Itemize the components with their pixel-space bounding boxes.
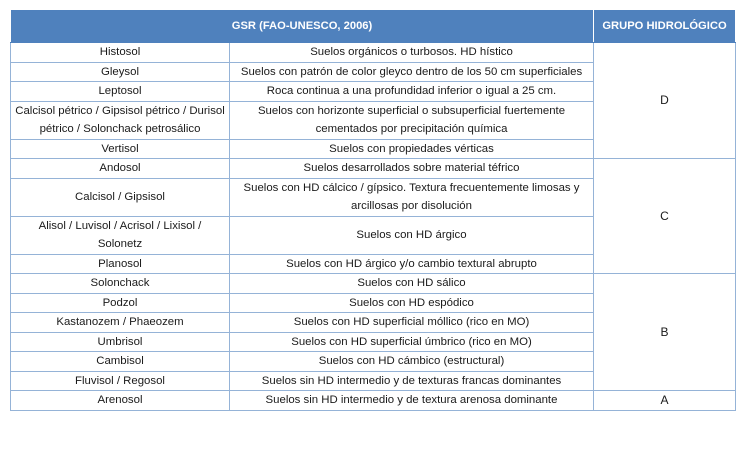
soil-name: Alisol / Luvisol / Acrisol / Lixisol / Solonetz: [11, 216, 230, 254]
soil-description: Suelos con HD superficial móllico (rico en MO): [230, 313, 594, 333]
soil-name: Arenosol: [11, 391, 230, 411]
soil-name: Calcisol / Gipsisol: [11, 178, 230, 216]
table-row: [11, 391, 736, 411]
soil-name: Kastanozem / Phaeozem: [11, 313, 230, 333]
soil-description: Suelos con HD árgico: [230, 216, 594, 254]
soil-description: Suelos con HD espódico: [230, 293, 594, 313]
soil-name: Leptosol: [11, 82, 230, 102]
soil-name: Calcisol pétrico / Gipsisol pétrico / Durisol pétrico / Solonchack petrosálico: [11, 101, 230, 139]
group-a: A: [594, 391, 736, 411]
soil-name: Podzol: [11, 293, 230, 313]
soil-name: Histosol: [11, 43, 230, 63]
soil-description: Suelos con HD sálico: [230, 274, 594, 294]
soil-hydrologic-group-table: [10, 9, 736, 411]
soil-name: Solonchack: [11, 274, 230, 294]
soil-name: Vertisol: [11, 139, 230, 159]
soil-description: Suelos con HD superficial úmbrico (rico en MO): [230, 332, 594, 352]
soil-name: Cambisol: [11, 352, 230, 372]
soil-name: Andosol: [11, 159, 230, 179]
group-c: C: [594, 159, 736, 274]
soil-description: Suelos con HD árgico y/o cambio textural abrupto: [230, 254, 594, 274]
soil-description: Suelos con patrón de color gleyco dentro de los 50 cm superficiales: [230, 62, 594, 82]
soil-description: Roca continua a una profundidad inferior o igual a 25 cm.: [230, 82, 594, 102]
soil-description: Suelos con propiedades vérticas: [230, 139, 594, 159]
soil-name: Fluvisol / Regosol: [11, 371, 230, 391]
table-row: [11, 43, 736, 63]
group-d: D: [594, 43, 736, 159]
soil-name: Gleysol: [11, 62, 230, 82]
soil-description: Suelos con HD cálcico / gípsico. Textura frecuentemente limosas y arcillosas por disolución: [230, 178, 594, 216]
header-grupo-hidrologico: GRUPO HIDROLÓGICO: [594, 10, 736, 43]
soil-name: Umbrisol: [11, 332, 230, 352]
table-header-row: [11, 10, 736, 43]
table-row: [11, 159, 736, 179]
soil-description: Suelos desarrollados sobre material téfrico: [230, 159, 594, 179]
soil-name: Planosol: [11, 254, 230, 274]
soil-description: Suelos sin HD intermedio y de texturas francas dominantes: [230, 371, 594, 391]
table-row: [11, 274, 736, 294]
soil-description: Suelos sin HD intermedio y de textura arenosa dominante: [230, 391, 594, 411]
header-gsr: GSR (FAO-UNESCO, 2006): [11, 10, 594, 43]
soil-description: Suelos con HD cámbico (estructural): [230, 352, 594, 372]
soil-description: Suelos con horizonte superficial o subsuperficial fuertemente cementados por precipitación química: [230, 101, 594, 139]
soil-description: Suelos orgánicos o turbosos. HD hístico: [230, 43, 594, 63]
group-b: B: [594, 274, 736, 391]
